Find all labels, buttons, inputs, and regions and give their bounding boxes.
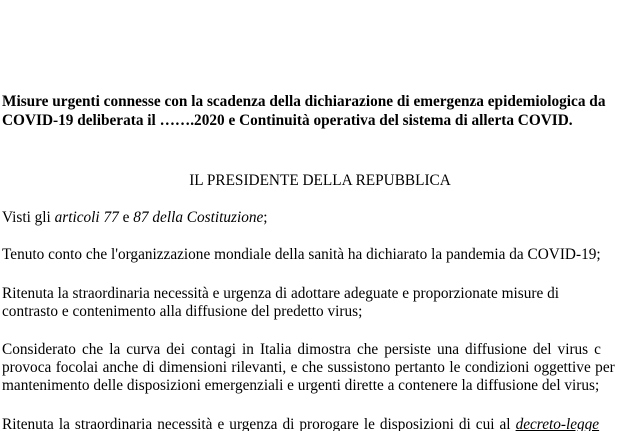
paragraph-tenuto-conto: Tenuto conto che l'organizzazione mondiale della sanità ha dichiarato la pandemia da COVID-19; <box>2 246 601 263</box>
paragraph-ritenuta-1-line-2: contrasto e contenimento alla diffusione del predetto virus; <box>2 303 363 320</box>
paragraph-ritenuta-1-line-1: Ritenuta la straordinaria necessità e urgenza di adottare adeguate e proporzionate misure di <box>2 285 559 302</box>
article-87-ref: 87 della Costituzione <box>133 209 264 226</box>
heading-president: IL PRESIDENTE DELLA REPUBBLICA <box>189 172 451 189</box>
paragraph-visti <box>2 209 268 227</box>
visti-suffix: ; <box>263 209 268 226</box>
article-77-ref: articoli 77 <box>54 209 119 226</box>
paragraph-considerato-line-2: provoca focolai anche di dimensioni rilevanti, e che sussistono pertanto le condizioni oggettive per <box>2 359 615 376</box>
decreto-legge-link[interactable]: decreto-legge <box>515 416 600 431</box>
paragraph-considerato-line-1: Considerato che la curva dei contagi in Italia dimostra che persiste una diffusione del virus c <box>2 341 601 358</box>
ritenuta-2-text: Ritenuta la straordinaria necessità e urgenza di prorogare le disposizioni di cui al <box>2 416 516 431</box>
title-line-1: Misure urgenti connesse con la scadenza della dichiarazione di emergenza epidemiologica da <box>2 93 606 110</box>
paragraph-considerato-line-3: mantenimento delle disposizioni emergenziali e urgenti dirette a contenere la diffusione del virus; <box>2 377 600 394</box>
visti-and: e <box>118 209 134 226</box>
visti-prefix: Visti gli <box>2 209 55 226</box>
paragraph-ritenuta-2 <box>2 416 599 431</box>
title-line-2: COVID-19 deliberata il …….2020 e Continuità operativa del sistema di allerta COVID. <box>2 112 573 129</box>
